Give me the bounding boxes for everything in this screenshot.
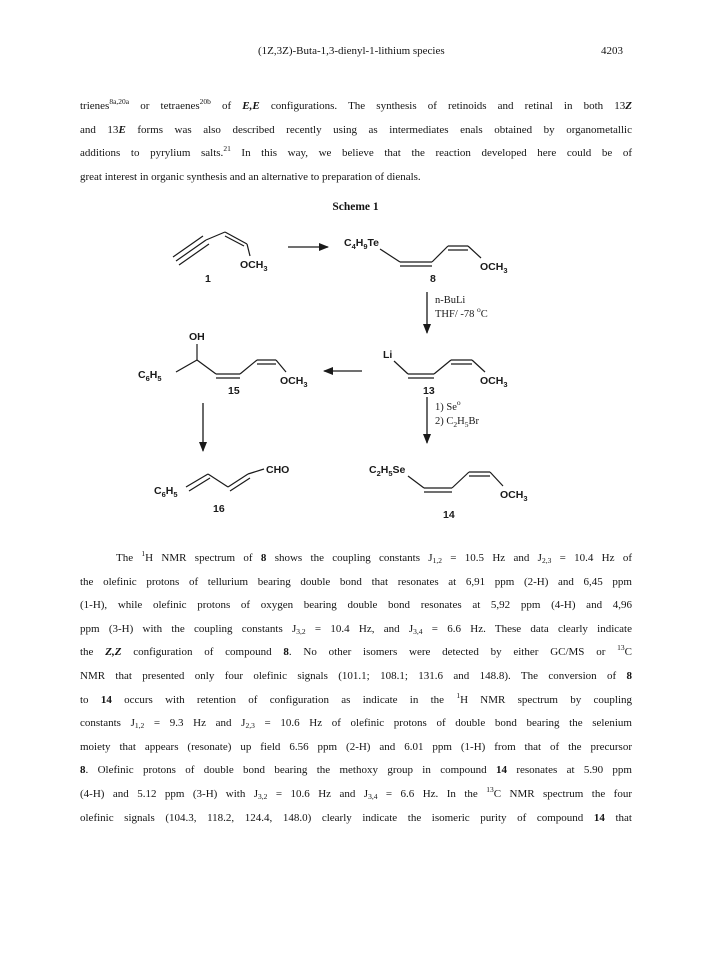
- hydroxyl-label: OH: [189, 331, 205, 343]
- phenyl-label: $C_6H_5$: [138, 369, 162, 383]
- och3-label: $OCH_3$: [480, 375, 508, 389]
- text-line: trienes$^{8a,20a}$ or tetraenes$^{20b}$ of E,E configurations. The synthesis of retinoids and retinal in both 13Z: [80, 97, 632, 112]
- text-line: (1-H), while olefinic protons of oxygen bearing double bond resonates at 5,92 ppm (4-H) and 4,96: [80, 599, 632, 612]
- compound-number: 16: [213, 503, 225, 515]
- text-line: additions to pyrylium salts.$^{21}$ In this way, we believe that the reaction developed here could be of: [80, 144, 632, 160]
- compound-number: 14: [443, 509, 455, 521]
- compound-number: 8: [430, 273, 436, 285]
- condition-text: THF/ -78 $^o$C: [435, 305, 488, 320]
- condition-text: 1) Se$^o$: [435, 398, 461, 413]
- text-line: 8. Olefinic protons of double bond bearing the methoxy group in compound 14 resonates at 5.90 ppm: [80, 764, 632, 777]
- text-line: (4-H) and 5.12 ppm (3-H) with $J_{3,2} = 10.6$ Hz and $J_{3,4} = 6.6$ Hz. In the $^{13}$C NMR spectrum the four: [80, 784, 632, 801]
- text-line: moiety that appears (resonate) up field 6.56 ppm (2-H) and 6.01 ppm (1-H) from that of the precursor: [80, 740, 632, 753]
- text-line: constants $J_{1,2} = 9.3$ Hz and $J_{2,3} = 10.6$ Hz of olefinic protons of double bond bearing the selenium: [80, 717, 632, 731]
- compound-13-structure: [394, 360, 485, 378]
- compound-14-structure: [408, 472, 503, 492]
- butyltelluro-label: $C_4H_9Te$: [344, 237, 380, 251]
- paragraph-nmr-discussion: [80, 547, 632, 830]
- compound-number: 1: [205, 273, 211, 285]
- text-line: ppm (3-H) with the coupling constants $J_{3,2} = 10.4$ Hz, and $J_{3,4} = 6.6$ Hz. These data clearly indicate: [80, 622, 632, 636]
- text-line: NMR that presented only four olefinic signals (101.1; 108.1; 131.6 and 148.8). The conversion of 8: [80, 669, 633, 682]
- scheme-title: Scheme 1: [332, 201, 379, 213]
- och3-label: $OCH_3$: [240, 259, 268, 273]
- text-line: the Z,Z configuration of compound 8. No other isomers were detected by either GC/MS or $^{13}$C: [80, 643, 632, 659]
- text-line: The $^1$H NMR spectrum of 8 shows the coupling constants $J_{1,2} = 10.5$ Hz and $J_{2,3} = 10.4$ Hz of: [116, 549, 632, 565]
- compound-number: 15: [228, 385, 240, 397]
- text-line: to 14 occurs with retention of configuration as indicate in the $^1$H NMR spectrum by coupling: [80, 690, 633, 706]
- page-number: 4203: [601, 45, 623, 57]
- aldehyde-label: CHO: [266, 464, 290, 476]
- running-title: (1Z,3Z)-Buta-1,3-dienyl-1-lithium species: [258, 45, 445, 57]
- phenyl-label: $C_6H_5$: [154, 485, 178, 499]
- compound-1-structure: [173, 232, 250, 265]
- compound-number: 13: [423, 385, 435, 397]
- text-line: great interest in organic synthesis and an alternative to preparation of dienals.: [80, 170, 421, 183]
- compound-8-structure: [380, 246, 481, 266]
- compound-16-structure: [186, 469, 264, 491]
- ethylseleno-label: $C_2H_5Se$: [369, 464, 406, 478]
- compound-15-structure: [176, 344, 286, 378]
- condition-text: 2) $C_2H_5Br$: [435, 416, 479, 429]
- lithium-label: Li: [383, 349, 393, 361]
- och3-label: $OCH_3$: [480, 261, 508, 275]
- text-line: and 13E forms was also described recently using as intermediates enals obtained by organometallic: [80, 123, 632, 136]
- text-line: the olefinic protons of tellurium bearing double bond that resonates at 6,91 ppm (2-H) and 6,45 ppm: [80, 575, 632, 588]
- och3-label: $OCH_3$: [280, 375, 308, 389]
- condition-text: n-BuLi: [435, 295, 466, 306]
- text-line: olefinic signals (104.3, 118.2, 124.4, 148.0) clearly indicate the isomeric purity of compound 14 that: [80, 811, 632, 824]
- och3-label: $OCH_3$: [500, 489, 528, 503]
